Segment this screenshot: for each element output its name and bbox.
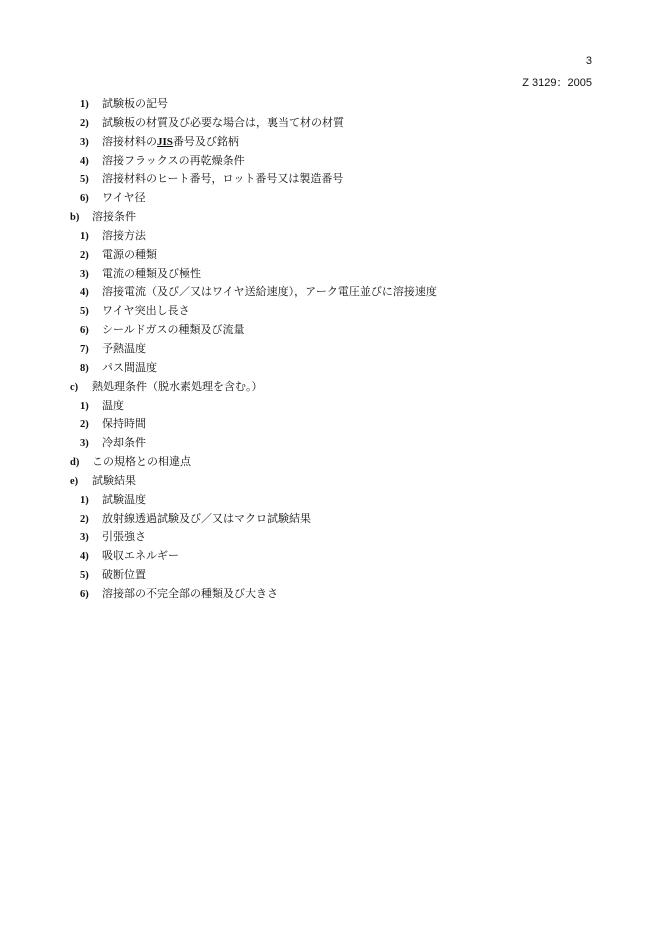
list-item bbox=[70, 114, 590, 133]
list-marker: 6) bbox=[80, 325, 89, 337]
section-heading bbox=[70, 453, 590, 472]
document-code: Z 3129：2005 bbox=[522, 77, 592, 89]
list-item bbox=[70, 265, 590, 284]
page-number: 3 bbox=[585, 55, 592, 67]
list-item bbox=[70, 189, 590, 208]
list-item bbox=[70, 547, 590, 566]
list-item bbox=[70, 566, 590, 585]
section-heading bbox=[70, 208, 590, 227]
list-item bbox=[70, 170, 590, 189]
list-text: 温度 bbox=[102, 398, 124, 412]
list-text: 溶接方法 bbox=[102, 228, 146, 242]
section-title: 試験結果 bbox=[92, 473, 136, 487]
list-marker: 2) bbox=[80, 513, 89, 525]
list-item bbox=[70, 246, 590, 265]
list-marker: 4) bbox=[80, 155, 89, 167]
jis-emphasis: JIS bbox=[157, 135, 173, 148]
list-text: ワイヤ径 bbox=[102, 191, 146, 205]
list-item bbox=[70, 528, 590, 547]
list-text: 番号及び銘柄 bbox=[172, 134, 239, 148]
list-text: 保持時間 bbox=[102, 417, 146, 431]
list-marker: 1) bbox=[80, 400, 89, 412]
list-item bbox=[70, 510, 590, 529]
list-item bbox=[70, 321, 590, 340]
list-text: 冷却条件 bbox=[102, 436, 146, 450]
list-marker: 5) bbox=[80, 570, 89, 582]
list-text: ワイヤ突出し長さ bbox=[102, 304, 190, 318]
list-marker: 2) bbox=[80, 249, 89, 261]
list-item bbox=[70, 227, 590, 246]
list-item bbox=[70, 283, 590, 302]
list-text: 予熱温度 bbox=[102, 341, 146, 355]
section-title: この規格との相違点 bbox=[92, 455, 191, 469]
list-item bbox=[70, 302, 590, 321]
list-item bbox=[70, 152, 590, 171]
list-item bbox=[70, 397, 590, 416]
list-marker: 3) bbox=[80, 136, 89, 148]
list-marker: 6) bbox=[80, 588, 89, 600]
list-text: パス間温度 bbox=[102, 360, 157, 374]
list-text: 溶接材料のヒート番号，ロット番号又は製造番号 bbox=[102, 172, 344, 186]
section-title: 溶接条件 bbox=[92, 210, 136, 224]
list-marker: 6) bbox=[80, 193, 89, 205]
list-text: 試験板の記号 bbox=[102, 97, 168, 110]
section-marker: c) bbox=[70, 381, 79, 393]
list-marker: 2) bbox=[80, 419, 89, 431]
list-item bbox=[70, 415, 590, 434]
list-marker: 1) bbox=[80, 494, 89, 506]
list-text: 放射線透過試験及び／又はマクロ試験結果 bbox=[102, 511, 311, 525]
list-text: 吸収エネルギー bbox=[102, 549, 179, 563]
section-title: 熱処理条件（脱水素処理を含む。） bbox=[92, 379, 263, 393]
section-heading bbox=[70, 378, 590, 397]
list-text: 電流の種類及び極性 bbox=[102, 266, 201, 280]
list-marker: 3) bbox=[80, 438, 89, 450]
list-text: 試験板の材質及び必要な場合は，裏当て材の材質 bbox=[102, 115, 344, 129]
list-marker: 3) bbox=[80, 268, 89, 280]
list-marker: 1) bbox=[80, 230, 89, 242]
list-text: 試験温度 bbox=[102, 492, 146, 506]
list-item bbox=[70, 95, 590, 114]
list-text: 引張強さ bbox=[102, 530, 146, 544]
list-item bbox=[70, 133, 590, 152]
list-item bbox=[70, 585, 590, 604]
list-marker: 5) bbox=[80, 174, 89, 186]
list-item bbox=[70, 340, 590, 359]
list-item bbox=[70, 491, 590, 510]
list-text: 破断位置 bbox=[102, 568, 146, 582]
list-marker: 5) bbox=[80, 306, 89, 318]
list-marker: 3) bbox=[80, 532, 89, 544]
list-text: シールドガスの種類及び流量 bbox=[102, 323, 245, 337]
list-marker: 8) bbox=[80, 362, 89, 374]
section-heading bbox=[70, 472, 590, 491]
section-marker: b) bbox=[70, 212, 80, 224]
list-marker: 4) bbox=[80, 287, 89, 299]
document-body bbox=[70, 95, 590, 604]
list-text: 溶接材料の bbox=[102, 134, 157, 148]
list-marker: 2) bbox=[80, 117, 89, 129]
section-marker: d) bbox=[70, 457, 80, 469]
list-item bbox=[70, 434, 590, 453]
list-item bbox=[70, 359, 590, 378]
list-text: 電源の種類 bbox=[102, 247, 157, 261]
list-text: 溶接電流（及び／又はワイヤ送給速度），アーク電圧並びに溶接速度 bbox=[102, 285, 437, 299]
section-marker: e) bbox=[70, 475, 79, 487]
list-marker: 7) bbox=[80, 343, 89, 355]
list-text: 溶接フラックスの再乾燥条件 bbox=[102, 153, 245, 167]
list-text: 溶接部の不完全部の種類及び大きさ bbox=[102, 586, 278, 600]
list-marker: 4) bbox=[80, 551, 89, 563]
list-marker: 1) bbox=[80, 99, 89, 110]
